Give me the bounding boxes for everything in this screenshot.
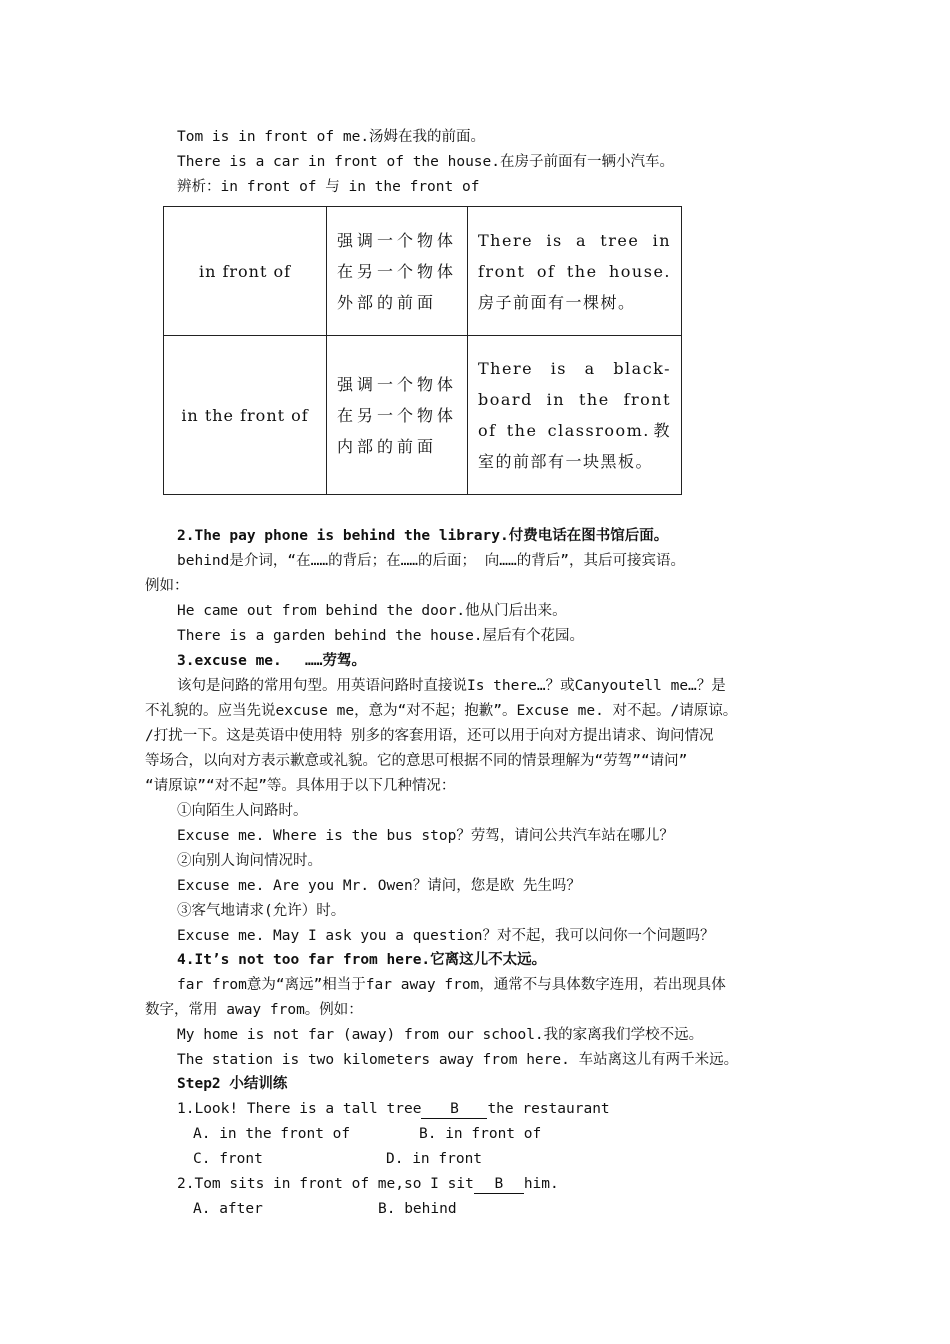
- section-3-paragraph: 等场合，以向对方表示歉意或礼貌。它的意思可根据不同的情景理解为“劳驾”“请问”: [145, 753, 688, 769]
- question-2-answer: B: [474, 1176, 524, 1194]
- question-2-stem: 2.Tom sits in front of me,so I sit: [177, 1176, 474, 1192]
- case-2-example: Excuse me. Are you Mr. Owen？请问，您是欧 先生吗？: [177, 878, 581, 894]
- section-2-text: behind是介词，“在……的背后；在……的后面； 向……的背后”，其后可接宾语。: [177, 553, 685, 569]
- section-2-example-2: There is a garden behind the house.屋后有个花园。: [177, 628, 585, 644]
- section-3-paragraph: /打扰一下。这是英语中使用特 别多的客套用语，还可以用于向对方提出请求、询问情况: [145, 728, 714, 744]
- table-meaning-cell: 强调一个物体在另一个物体外部的前面: [327, 207, 468, 336]
- section-2-example-1: He came out from behind the door.他从门后出来。: [177, 603, 567, 619]
- question-1-option-d: D. in front: [386, 1151, 483, 1167]
- case-2: ②向别人询问情况时。: [177, 853, 322, 869]
- question-2: [177, 1174, 559, 1194]
- section-4-paragraph: far from意为“离远”相当于far away from，通常不与具体数字连用，若出现具体: [177, 977, 726, 993]
- table-term-cell: in the front of: [164, 336, 327, 495]
- section-2-text: 例如：: [145, 578, 189, 594]
- step2-heading: Step2 小结训练: [177, 1076, 288, 1092]
- comparison-table: [163, 206, 682, 495]
- question-2-option-a: A. after: [193, 1201, 263, 1217]
- case-3-example: Excuse me. May I ask you a question？对不起，我可以问你一个问题吗？: [177, 928, 715, 944]
- case-1-example: Excuse me. Where is the bus stop？劳驾，请问公共汽车站在哪儿？: [177, 828, 674, 844]
- section-3-paragraph: “请原谅”“对不起”等。具体用于以下几种情况：: [145, 778, 456, 794]
- table-row: [164, 207, 682, 336]
- analysis-label: 辨析：in front of 与 in the front of: [177, 179, 480, 195]
- question-1-option-b: B. in front of: [419, 1126, 542, 1142]
- question-1-tail: the restaurant: [487, 1101, 610, 1117]
- question-1-option-c: C. front: [193, 1151, 263, 1167]
- section-2-heading: 2.The pay phone is behind the library.付费电话在图书馆后面。: [177, 528, 669, 544]
- question-1: [177, 1099, 610, 1119]
- question-2-option-b: B. behind: [378, 1201, 457, 1217]
- section-4-example-2: The station is two kilometers away from here. 车站离这儿有两千米远。: [177, 1052, 739, 1068]
- case-1: ①向陌生人问路时。: [177, 803, 308, 819]
- section-4-paragraph: 数字，常用 away from。例如：: [145, 1002, 363, 1018]
- table-example-cell: There is a tree in front of the house.房子前面有一棵树。: [468, 207, 682, 336]
- table-meaning-cell: 强调一个物体在另一个物体内部的前面: [327, 336, 468, 495]
- table-row: [164, 336, 682, 495]
- case-3: ③客气地请求(允许）时。: [177, 903, 346, 919]
- intro-example-2: There is a car in front of the house.在房子前面有一辆小汽车。: [177, 154, 674, 170]
- question-2-tail: him.: [523, 1176, 559, 1192]
- question-1-stem: 1.Look! There is a tall tree: [177, 1101, 422, 1117]
- question-1-option-a: A. in the front of: [193, 1126, 351, 1142]
- section-3-paragraph: 该句是问路的常用句型。用英语问路时直接说Is there…？或Canyoutell me…？是: [177, 678, 726, 694]
- section-4-example-1: My home is not far (away) from our school.我的家离我们学校不远。: [177, 1027, 704, 1043]
- section-3-paragraph: 不礼貌的。应当先说excuse me，意为“对不起；抱歉”。Excuse me. 对不起。/请原谅。: [145, 703, 738, 719]
- table-term-cell: in front of: [164, 207, 327, 336]
- section-4-heading: 4.It’s not too far from here.它离这儿不太远。: [177, 952, 547, 968]
- question-1-answer: B: [421, 1101, 487, 1119]
- section-3-heading: 3.excuse me. ……劳驾。: [177, 653, 366, 669]
- intro-example-1: Tom is in front of me.汤姆在我的前面。: [177, 129, 486, 145]
- table-example-cell: There is a black-board in the front of the classroom.教室的前部有一块黑板。: [468, 336, 682, 495]
